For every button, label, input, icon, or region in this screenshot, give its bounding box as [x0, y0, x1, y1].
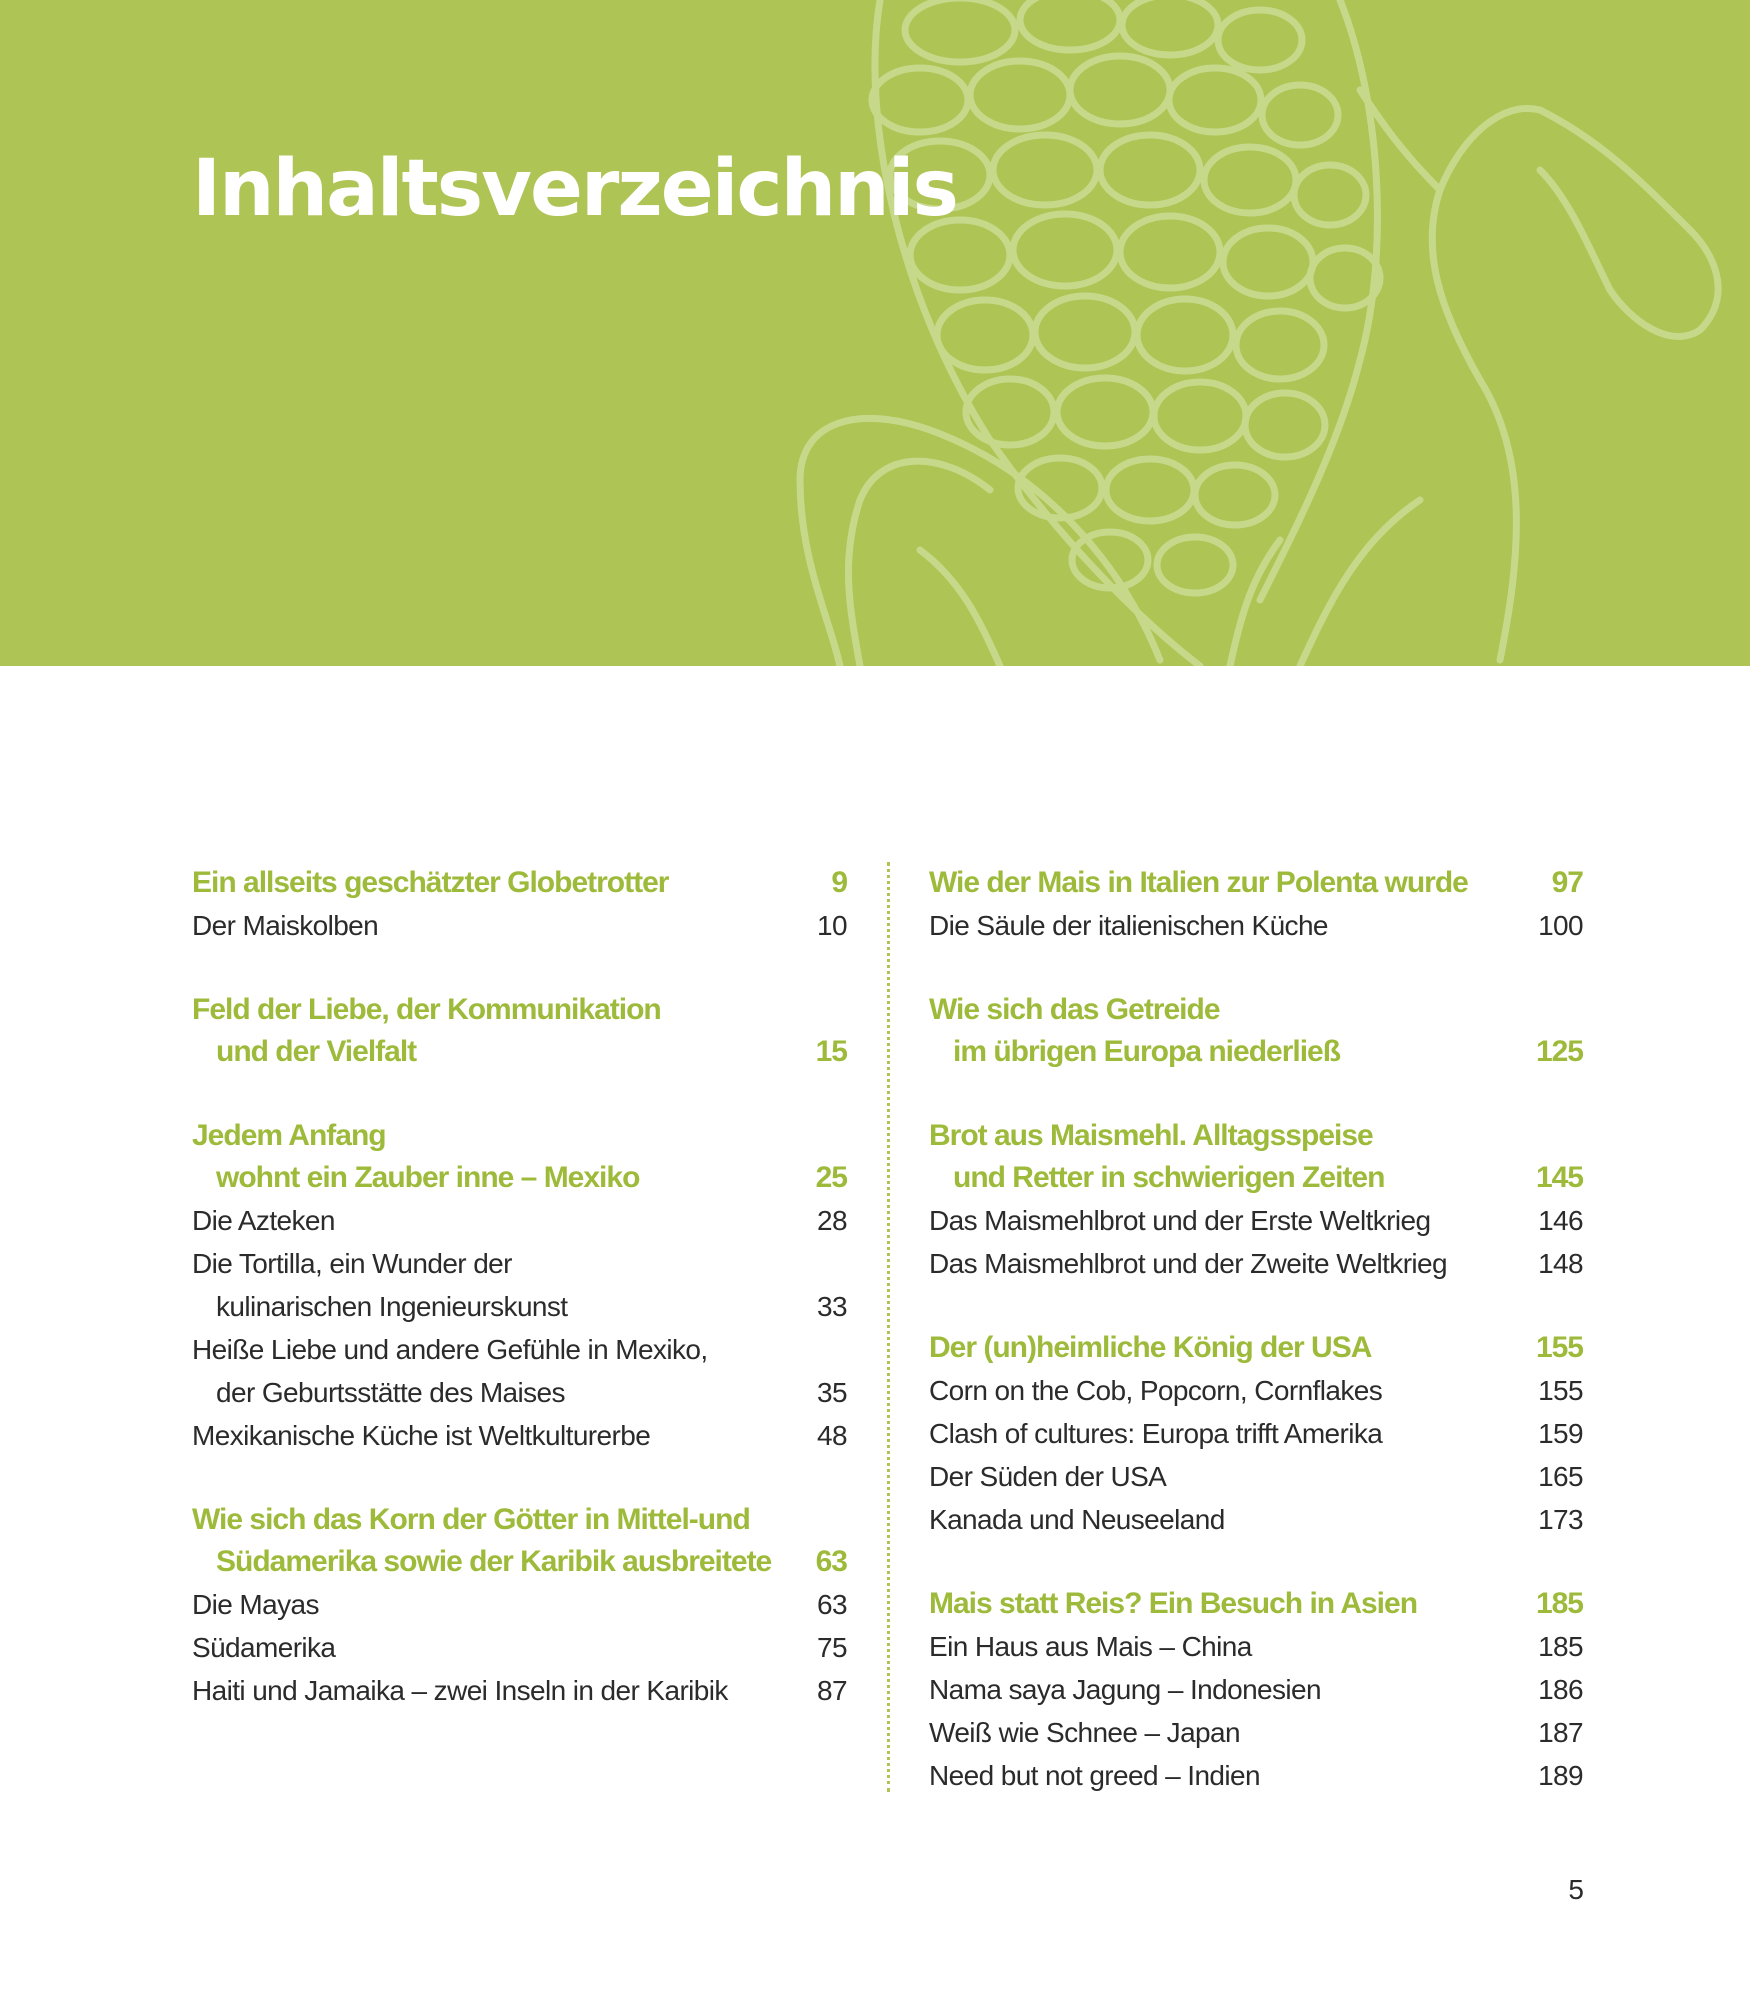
entry-title [929, 1369, 1523, 1412]
entry-title-line: Die Mayas [192, 1589, 319, 1620]
toc-entry[interactable] [929, 1412, 1583, 1455]
toc-entry[interactable] [929, 1625, 1583, 1668]
entry-title-line: Nama saya Jagung – Indonesien [929, 1674, 1321, 1705]
toc-entry[interactable] [192, 1669, 847, 1712]
chapter-title [929, 1327, 1523, 1369]
toc-entry[interactable] [192, 904, 847, 947]
toc-chapter-heading[interactable] [929, 989, 1583, 1073]
chapter-title [192, 989, 787, 1073]
toc-section [192, 989, 847, 1073]
entry-title [929, 1711, 1523, 1754]
chapter-title-line: wohnt ein Zauber inne – Mexiko [216, 1161, 640, 1194]
toc-entry[interactable] [929, 1668, 1583, 1711]
entry-page-number: 10 [817, 910, 847, 941]
toc-section [929, 1583, 1583, 1797]
chapter-title [929, 1115, 1523, 1199]
entry-page-number: 173 [1538, 1504, 1583, 1535]
entry-page-number: 148 [1538, 1248, 1583, 1279]
entry-title-line: kulinarischen Ingenieurskunst [216, 1291, 568, 1322]
toc-section [929, 1115, 1583, 1285]
toc-entry[interactable] [192, 1583, 847, 1626]
entry-page-number: 28 [817, 1205, 847, 1236]
entry-title [192, 904, 787, 947]
entry-page-number: 63 [817, 1589, 847, 1620]
entry-title-line: Die Säule der italienischen Küche [929, 910, 1328, 941]
entry-page-number: 35 [817, 1377, 847, 1408]
entry-title-line: Heiße Liebe und andere Gefühle in Mexiko, [192, 1334, 708, 1365]
entry-page-number: 185 [1538, 1631, 1583, 1662]
toc-entry[interactable] [929, 1199, 1583, 1242]
entry-title-line: Mexikanische Küche ist Weltkulturerbe [192, 1420, 651, 1451]
chapter-title-line: Wie der Mais in Italien zur Polenta wurde [929, 866, 1468, 899]
chapter-title-line: Wie sich das Korn der Götter in Mittel-und [192, 1503, 750, 1536]
toc-section [929, 989, 1583, 1073]
entry-title [929, 1754, 1523, 1797]
toc-entry[interactable] [929, 1455, 1583, 1498]
chapter-page-number: 185 [1535, 1587, 1583, 1620]
entry-page-number: 33 [817, 1291, 847, 1322]
entry-title-line: Südamerika [192, 1632, 336, 1663]
toc-chapter-heading[interactable] [929, 1115, 1583, 1199]
entry-page-number: 48 [817, 1420, 847, 1451]
entry-title [929, 1199, 1523, 1242]
entry-page-number: 189 [1538, 1760, 1583, 1791]
chapter-title-line: Jedem Anfang [192, 1119, 386, 1152]
toc-chapter-heading[interactable] [192, 1499, 847, 1583]
chapter-title-line: Wie sich das Getreide [929, 993, 1220, 1026]
toc-entry[interactable] [192, 1414, 847, 1457]
toc-section [192, 1499, 847, 1712]
entry-title-line: Haiti und Jamaika – zwei Inseln in der Karibik [192, 1675, 728, 1706]
chapter-title-line: und Retter in schwierigen Zeiten [953, 1161, 1385, 1194]
toc-chapter-heading[interactable] [929, 1327, 1583, 1369]
chapter-title [192, 862, 787, 904]
chapter-title [929, 862, 1523, 904]
chapter-title-line: Ein allseits geschätzter Globetrotter [192, 866, 669, 899]
chapter-page-number: 25 [815, 1161, 847, 1194]
toc-left-column [192, 862, 847, 1754]
entry-title-line: Kanada und Neuseeland [929, 1504, 1225, 1535]
chapter-title-line: Der (un)heimliche König der USA [929, 1331, 1372, 1364]
entry-title [192, 1626, 787, 1669]
entry-page-number: 100 [1538, 910, 1583, 941]
entry-title [929, 1242, 1523, 1285]
chapter-title-line: im übrigen Europa niederließ [953, 1035, 1341, 1068]
toc-entry[interactable] [192, 1242, 847, 1328]
entry-title [192, 1414, 787, 1457]
entry-page-number: 159 [1538, 1418, 1583, 1449]
entry-page-number: 155 [1538, 1375, 1583, 1406]
toc-entry[interactable] [929, 1711, 1583, 1754]
entry-title [192, 1199, 787, 1242]
toc-section [192, 862, 847, 947]
page-title: Inhaltsverzeichnis [192, 144, 957, 234]
chapter-title-line: Feld der Liebe, der Kommunikation [192, 993, 661, 1026]
toc-chapter-heading[interactable] [192, 862, 847, 904]
entry-title-line: Ein Haus aus Mais – China [929, 1631, 1252, 1662]
toc-entry[interactable] [192, 1328, 847, 1414]
entry-title-line: Weiß wie Schnee – Japan [929, 1717, 1240, 1748]
chapter-title [192, 1499, 787, 1583]
toc-entry[interactable] [192, 1199, 847, 1242]
toc-chapter-heading[interactable] [192, 1115, 847, 1199]
entry-title [929, 1412, 1523, 1455]
corn-cob-illustration [0, 0, 1750, 666]
toc-entry[interactable] [929, 1754, 1583, 1797]
toc-section [929, 862, 1583, 947]
chapter-page-number: 97 [1551, 866, 1583, 899]
entry-title [929, 1668, 1523, 1711]
entry-title [929, 904, 1523, 947]
entry-page-number: 186 [1538, 1674, 1583, 1705]
entry-page-number: 187 [1538, 1717, 1583, 1748]
entry-title-line: der Geburtsstätte des Maises [216, 1377, 565, 1408]
toc-right-column [929, 862, 1583, 1839]
toc-entry[interactable] [929, 1498, 1583, 1541]
entry-title-line: Die Azteken [192, 1205, 335, 1236]
chapter-title [929, 989, 1523, 1073]
toc-section [192, 1115, 847, 1457]
toc-chapter-heading[interactable] [929, 862, 1583, 904]
chapter-page-number: 15 [815, 1035, 847, 1068]
entry-title [192, 1583, 787, 1626]
chapter-title [192, 1115, 787, 1199]
toc-chapter-heading[interactable] [929, 1583, 1583, 1625]
entry-title [929, 1625, 1523, 1668]
toc-entry[interactable] [929, 904, 1583, 947]
entry-title-line: Clash of cultures: Europa trifft Amerika [929, 1418, 1383, 1449]
chapter-title-line: und der Vielfalt [216, 1035, 417, 1068]
entry-title-line: Corn on the Cob, Popcorn, Cornflakes [929, 1375, 1383, 1406]
entry-page-number: 75 [817, 1632, 847, 1663]
entry-title-line: Need but not greed – Indien [929, 1760, 1260, 1791]
entry-title [192, 1328, 787, 1414]
chapter-title-line: Südamerika sowie der Karibik ausbreitete [216, 1545, 772, 1578]
page-number: 5 [1568, 1874, 1584, 1905]
entry-title-line: Die Tortilla, ein Wunder der [192, 1248, 512, 1279]
chapter-title-line: Mais statt Reis? Ein Besuch in Asien [929, 1587, 1418, 1620]
chapter-page-number: 155 [1535, 1331, 1583, 1364]
header-banner [0, 0, 1750, 666]
entry-title [192, 1242, 787, 1328]
entry-title [929, 1455, 1523, 1498]
entry-page-number: 87 [817, 1675, 847, 1706]
toc-section [929, 1327, 1583, 1541]
chapter-page-number: 9 [831, 866, 847, 899]
entry-title-line: Das Maismehlbrot und der Zweite Weltkrieg [929, 1248, 1447, 1279]
entry-title-line: Das Maismehlbrot und der Erste Weltkrieg [929, 1205, 1431, 1236]
entry-title-line: Der Maiskolben [192, 910, 379, 941]
column-divider [887, 862, 890, 1792]
entry-page-number: 146 [1538, 1205, 1583, 1236]
entry-page-number: 165 [1538, 1461, 1583, 1492]
toc-entry[interactable] [192, 1626, 847, 1669]
chapter-page-number: 125 [1535, 1035, 1583, 1068]
toc-entry[interactable] [929, 1369, 1583, 1412]
toc-chapter-heading[interactable] [192, 989, 847, 1073]
chapter-page-number: 145 [1535, 1161, 1583, 1194]
chapter-page-number: 63 [815, 1545, 847, 1578]
entry-title [929, 1498, 1523, 1541]
chapter-title-line: Brot aus Maismehl. Alltagsspeise [929, 1119, 1373, 1152]
chapter-title [929, 1583, 1523, 1625]
toc-entry[interactable] [929, 1242, 1583, 1285]
entry-title-line: Der Süden der USA [929, 1461, 1167, 1492]
entry-title [192, 1669, 787, 1712]
